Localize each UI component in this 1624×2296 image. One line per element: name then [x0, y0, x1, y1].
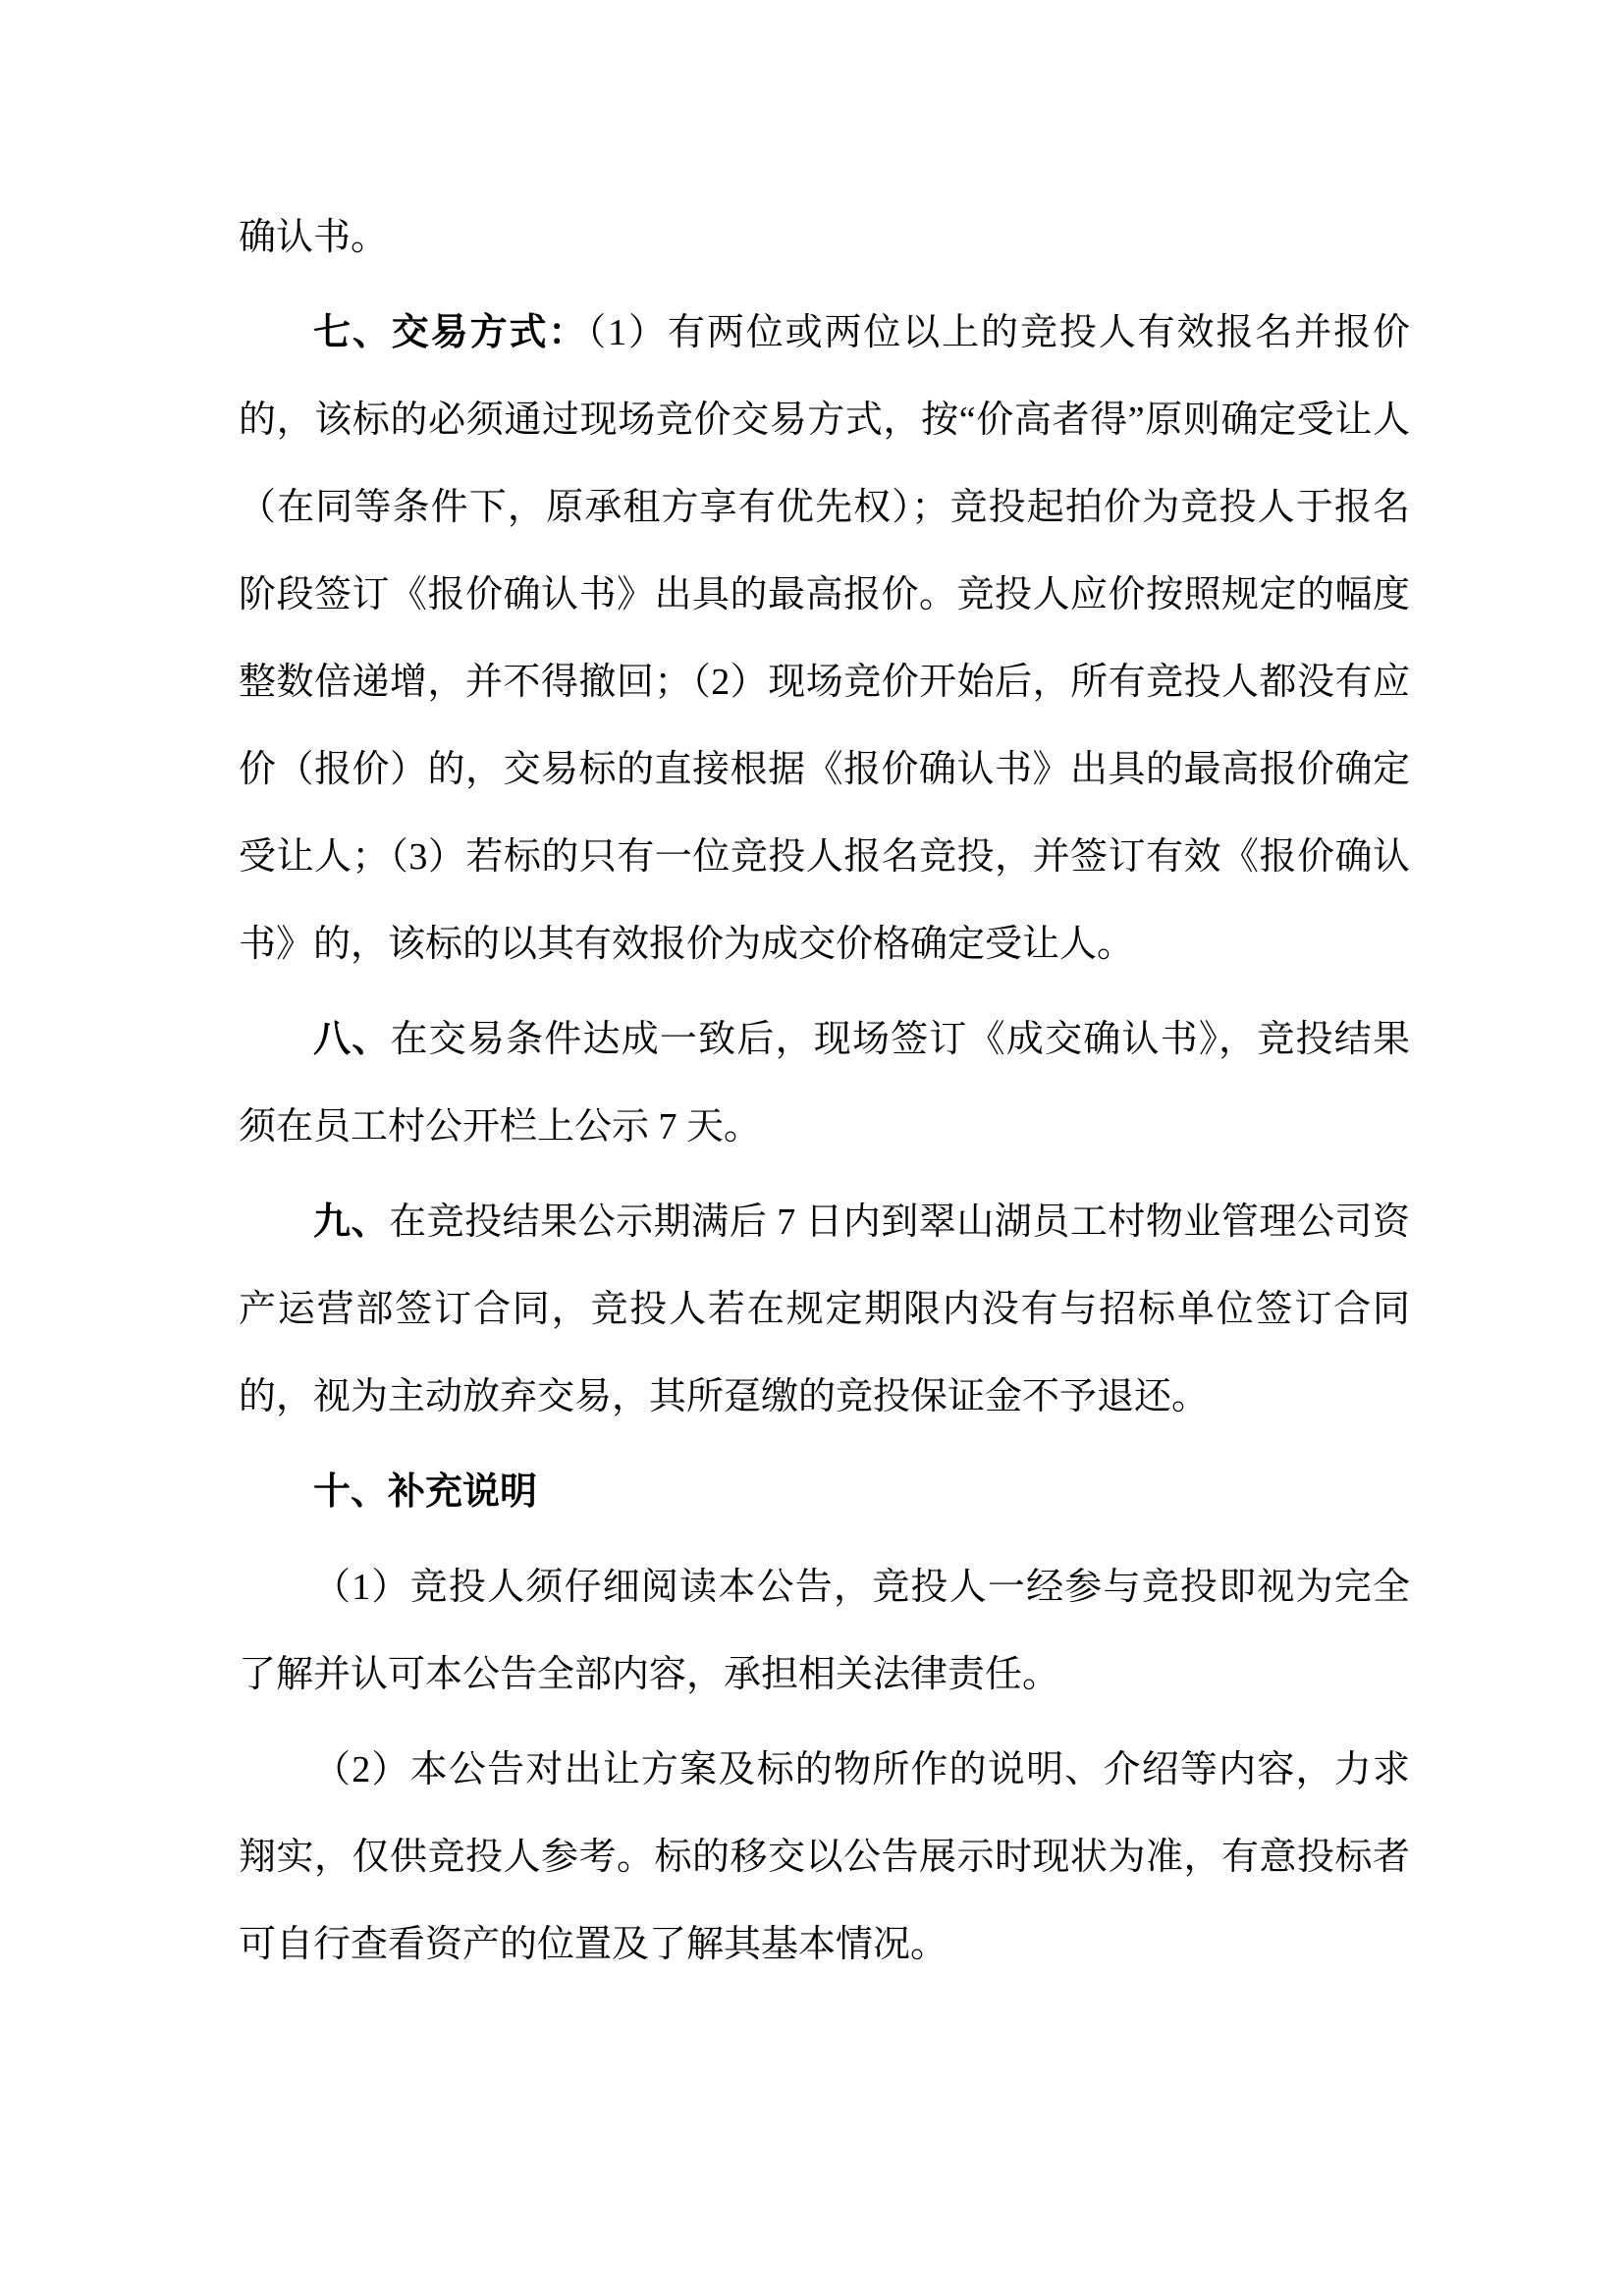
paragraph-body: （1）竞投人须仔细阅读本公告，竞投人一经参与竞投即视为完全了解并认可本公告全部内容，承担相关法律责任。 [239, 1567, 1410, 1695]
paragraph-prefix: 十、补充说明 [313, 1471, 538, 1513]
paragraph-note-2 [239, 1727, 1410, 1989]
paragraph-body: 在交易条件达成一致后，现场签订《成交确认书》，竞投结果须在员工村公开栏上公示 7 天。 [239, 1019, 1410, 1148]
paragraph-8-deal-confirmation [239, 996, 1410, 1171]
paragraph-prefix: 九、 [313, 1201, 390, 1243]
paragraph-body: 在竞投结果公示期满后 7 日内到翠山湖员工村物业管理公司资产运营部签订合同，竞投人若在规定期限内没有与招标单位签订合同的，视为主动放弃交易，其所趸缴的竞投保证金不予退还。 [239, 1201, 1410, 1417]
paragraph-10-supplementary-notes-heading [239, 1449, 1410, 1536]
paragraph-prefix: 八、 [313, 1019, 391, 1060]
paragraph-note-1 [239, 1544, 1410, 1719]
paragraph-prefix: 七、交易方式： [313, 312, 588, 353]
paragraph-9-contract-signing [239, 1179, 1410, 1441]
paragraph-7-trading-method [239, 290, 1410, 988]
paragraph-body: （2）本公告对出让方案及标的物所作的说明、介绍等内容，力求翔实，仅供竞投人参考。标的移交以公告展示时现状为准，有意投标者可自行查看资产的位置及了解其基本情况。 [239, 1749, 1410, 1965]
paragraph-confirmation-tail [239, 194, 1410, 282]
paragraph-body: （1）有两位或两位以上的竞投人有效报名并报价的，该标的必须通过现场竞价交易方式，按“价高者得”原则确定受让人（在同等条件下，原承租方享有优先权）；竞投起拍价为竞投人于报名阶段签订《报价确认书》出具的最高报价。竞投人应价按照规定的幅度整数倍递增，并不得撤回；（2）现场竞价开始后，所有竞投人都没有应价（报价）的，交易标的直接根据《报价确认书》出具的最高报价确定受让人；（3）若标的只有一位竞投人报名竞投，并签订有效《报价确认书》的，该标的以其有效报价为成交价格确定受让人。 [239, 312, 1410, 965]
paragraph-body: 确认书。 [239, 217, 389, 258]
